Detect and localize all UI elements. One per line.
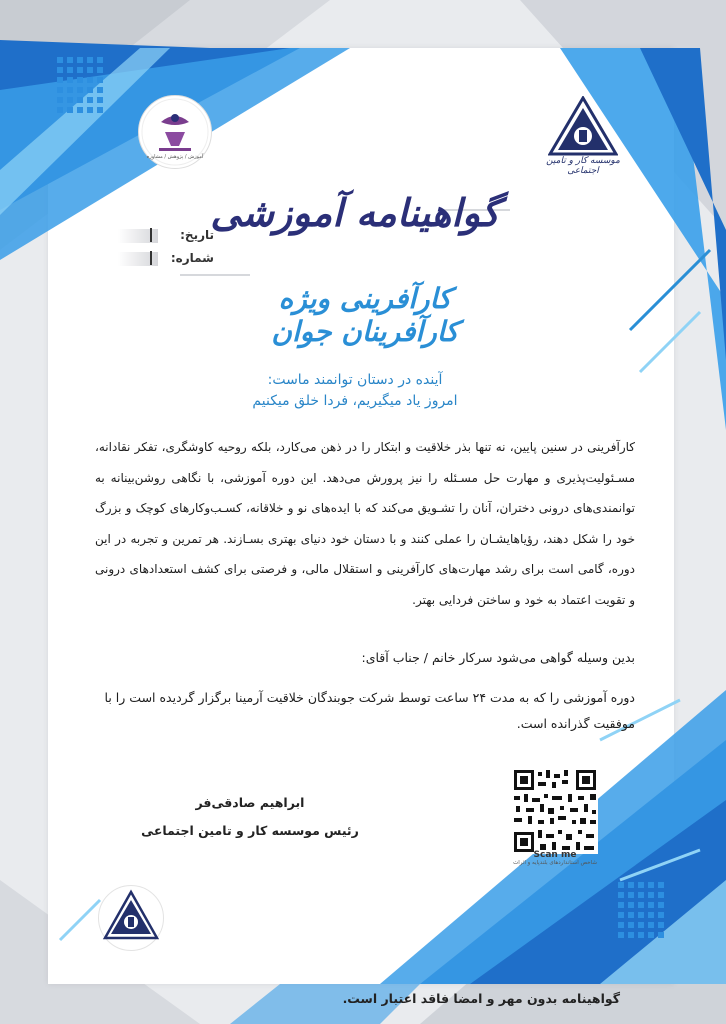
completion-text: دوره آموزشی را که به مدت ۲۴ ساعت توسط شرکت جوبندگان خلاقیت آرمینا برگزار گردیده است را با موفقیت گذرانده است.: [104, 690, 635, 731]
qr-caption: [505, 850, 605, 866]
date-field: [118, 227, 214, 245]
tagline-line-2: امروز یاد میگیریم، فردا خلق میکنیم: [252, 393, 458, 409]
certificate-title: گواهینامه آموزشی: [210, 190, 500, 235]
number-field: [118, 250, 214, 268]
institute-logo-top: [548, 96, 618, 176]
certification-line: بدین وسیله گواهی می‌شود سرکار خانم / جناب آقای:: [361, 650, 635, 665]
signatory-title: رئیس موسسه کار و تامین اجتماعی: [141, 823, 359, 838]
institute-logo-caption: موسسه کار و تامین اجتماعی: [546, 156, 620, 176]
academy-logo: [138, 95, 212, 169]
dot-grid-bottom-right: [618, 882, 664, 938]
qr-code[interactable]: [512, 768, 598, 854]
academy-logo-caption: آموزش / پژوهش / مشاوره: [146, 154, 204, 160]
certificate-subtitle: کارآفرینی ویژه کارآفرینان جوان: [271, 282, 459, 348]
date-label: تاریخ:: [150, 228, 214, 242]
scan-me-label: Scan me: [533, 850, 577, 860]
scan-subcaption: شاخص استانداردهای بلندپایه و اثرات: [513, 860, 597, 866]
body-paragraph: کارآفرینی در سنین پایین، نه تنها بذر خلاقیت و ابتکار را در ذهن می‌کارد، بلکه روحیه کاوشگری، تفکر نقادانه، مسـئولیت‌پذیری و مهارت حل مسـئله را نیز پرورش می‌دهد. این دوره آموزشی، با نگاهی روشن‌بینانه به توانمندی‌های درونی دختران، آنان را تشـویق می‌کند که با ایده‌های نو و خلاقانه، کسـب‌وکارهای کوچک و بزرگ خود را شکل دهند، رؤیاهایشـان را عملی کنند و با دستان خود دنیای بهتری بسـازند. هر تمرین و تجربه در این دوره، گامی است برای رشد مهارت‌های کارآفرینی و استقلال مالی، و فرصتی برای کشف استعدادهای درونی و تقویت اعتماد به خود و ساختن فردایی بهتر.: [95, 440, 635, 607]
institute-logo-bottom: [98, 885, 164, 951]
tagline-line-1: آینده در دستان توانمند ماست:: [267, 372, 443, 388]
tagline: [230, 370, 480, 412]
footer-note: گواهینامه بدون مهر و امضا فاقد اعتبار است.: [342, 991, 620, 1006]
dot-grid-top-left: [57, 57, 103, 113]
number-label: شماره:: [150, 251, 214, 265]
signatory-name: ابراهیم صادقی‌فر: [195, 795, 305, 810]
